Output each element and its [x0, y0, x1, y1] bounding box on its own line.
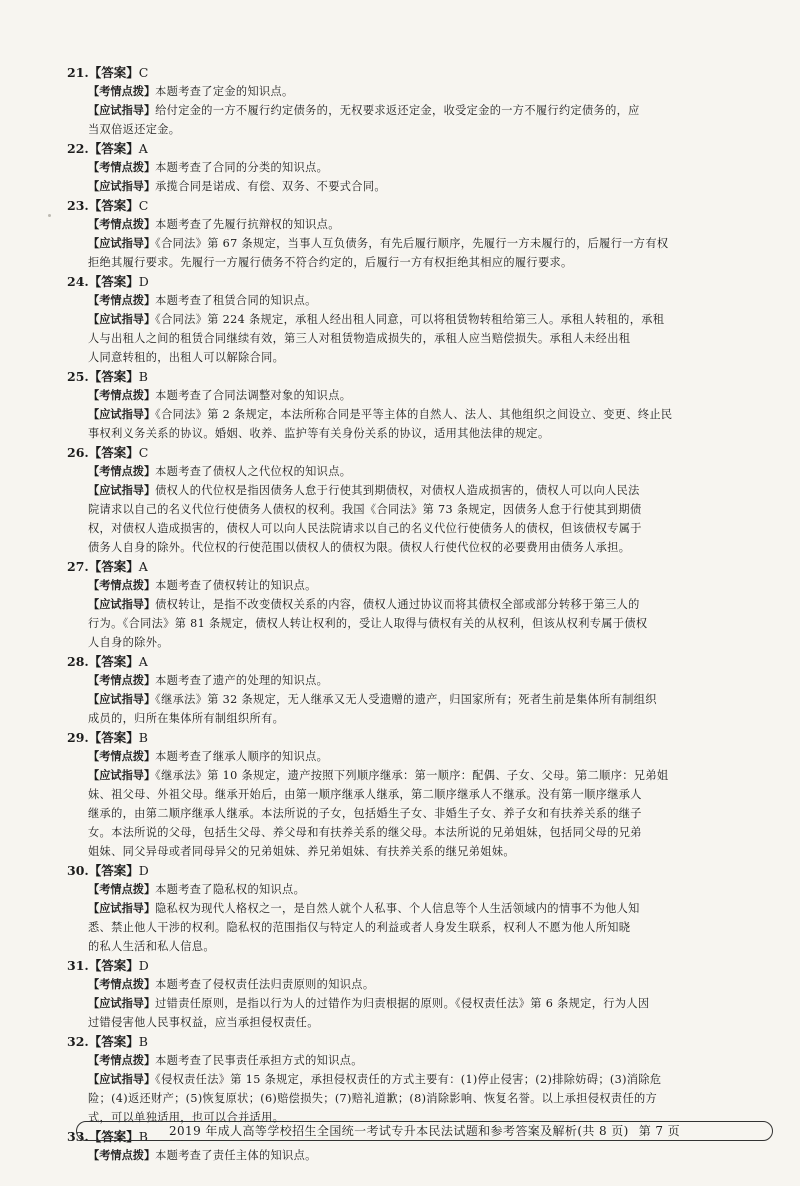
guide-line	[68, 994, 780, 1013]
guide-text-continued: 过错侵害他人民事权益，应当承担侵权责任。	[88, 1016, 319, 1029]
answer-label: 【答案】	[88, 369, 139, 384]
point-line	[68, 975, 780, 994]
guide-label: 【应试指导】	[88, 483, 156, 497]
point-text: 本题考查了合同法调整对象的知识点。	[155, 389, 352, 402]
guide-text-continued: 事权利义务关系的协议。婚姻、收养、监护等有关身份关系的协议，适用其他法律的规定。	[88, 427, 550, 440]
question-number: 22.	[67, 141, 89, 156]
guide-text-continued: 女。本法所说的父母，包括生父母、养父母和有扶养关系的继父母。本法所说的兄弟姐妹，包括同父母的兄弟	[88, 826, 642, 839]
point-line	[68, 671, 780, 690]
guide-line	[68, 310, 780, 329]
guide-text: 隐私权为现代人格权之一，是自然人就个人私事、个人信息等个人生活领域内的情事不为他人知	[155, 902, 640, 915]
answer-line	[67, 1032, 780, 1051]
guide-label: 【应试指导】	[88, 768, 156, 782]
point-text: 本题考查了租赁合同的知识点。	[155, 294, 317, 307]
point-label: 【考情点拨】	[88, 293, 156, 307]
point-text: 本题考查了民事责任承担方式的知识点。	[155, 1054, 363, 1067]
point-text: 本题考查了责任主体的知识点。	[155, 1149, 317, 1162]
answer-value: B	[138, 369, 148, 384]
guide-text-continued: 权，对债权人造成损害的，债权人可以向人民法院请求以自己的名义代位行使债务人的债权，但该债权专属于	[88, 522, 642, 535]
answer-label: 【答案】	[88, 1034, 139, 1049]
guide-label: 【应试指导】	[88, 692, 156, 706]
question-block	[68, 443, 780, 557]
guide-label: 【应试指导】	[88, 1072, 156, 1086]
answer-value: D	[138, 863, 149, 878]
answer-line	[67, 861, 780, 880]
point-text: 本题考查了侵权责任法归责原则的知识点。	[155, 978, 375, 991]
question-number: 27.	[67, 559, 89, 574]
point-label: 【考情点拨】	[88, 977, 156, 991]
guide-line	[68, 481, 780, 500]
point-line	[68, 576, 780, 595]
point-text: 本题考查了隐私权的知识点。	[155, 883, 306, 896]
answer-value: D	[138, 958, 149, 973]
question-block	[68, 728, 780, 861]
answer-value: A	[138, 559, 148, 574]
guide-text-continued: 人自身的除外。	[88, 636, 169, 649]
guide-text: 债权人的代位权是指因债务人怠于行使其到期债权，对债权人造成损害的，债权人可以向人民法	[155, 484, 640, 497]
point-line	[68, 158, 780, 177]
answer-line	[67, 652, 780, 671]
question-block	[68, 139, 780, 196]
point-label: 【考情点拨】	[88, 578, 156, 592]
point-text: 本题考查了合同的分类的知识点。	[155, 161, 329, 174]
guide-text-continued: 拒绝其履行要求。先履行一方履行债务不符合约定的，后履行一方有权拒绝其相应的履行要求。	[88, 256, 573, 269]
point-line	[68, 747, 780, 766]
footer-title: 2019 年成人高等学校招生全国统一考试专升本民法试题和参考答案及解析(共 8 页)	[168, 1124, 629, 1138]
question-number: 28.	[67, 654, 89, 669]
guide-text-continued: 当双倍返还定金。	[88, 123, 181, 136]
answer-value: A	[138, 141, 148, 156]
answer-line	[67, 367, 780, 386]
point-text: 本题考查了债权人之代位权的知识点。	[155, 465, 352, 478]
guide-text-continued: 行为。《合同法》第 81 条规定，债权人转让权利的，受让人取得与债权有关的从权利，但该从权利专属于债权	[88, 617, 648, 630]
guide-text: 《继承法》第 10 条规定，遗产按照下列顺序继承：第一顺序：配偶、子女、父母。第二顺序：兄弟姐	[155, 769, 669, 782]
question-number: 33.	[67, 1129, 89, 1144]
answer-value: A	[138, 654, 148, 669]
guide-text: 《合同法》第 224 条规定，承租人经出租人同意，可以将租赁物转租给第三人。承租人转租的，承租	[155, 313, 665, 326]
guide-text-continued: 的私人生活和私人信息。	[88, 940, 215, 953]
answer-value: C	[138, 198, 149, 213]
answer-label: 【答案】	[88, 559, 139, 574]
question-number: 29.	[67, 730, 89, 745]
point-label: 【考情点拨】	[88, 673, 156, 687]
point-line	[68, 215, 780, 234]
guide-label: 【应试指导】	[88, 312, 156, 326]
answer-value: B	[138, 730, 148, 745]
guide-label: 【应试指导】	[88, 236, 156, 250]
guide-label: 【应试指导】	[88, 597, 156, 611]
point-label: 【考情点拨】	[88, 388, 156, 402]
guide-line	[68, 899, 780, 918]
guide-text-continued: 院请求以自己的名义代位行使债务人债权的权利。我国《合同法》第 73 条规定，因债务人怠于行使其到期债	[88, 503, 642, 516]
answer-line	[67, 443, 780, 462]
guide-label: 【应试指导】	[88, 996, 156, 1010]
answer-label: 【答案】	[88, 445, 139, 460]
guide-label: 【应试指导】	[88, 407, 156, 421]
guide-text-continued: 人与出租人之间的租赁合同继续有效，第三人对租赁物造成损失的，承租人应当赔偿损失。承租人未经出租	[88, 332, 631, 345]
guide-text-continued: 债务人自身的除外。代位权的行使范围以债权人的债权为限。债权人行使代位权的必要费用由债务人承担。	[88, 541, 631, 554]
answer-label: 【答案】	[88, 141, 139, 156]
paper-speck	[48, 214, 51, 217]
guide-text-continued: 姐妹、同父异母或者同母异父的兄弟姐妹、养兄弟姐妹、有扶养关系的继兄弟姐妹。	[88, 845, 515, 858]
question-block	[68, 63, 780, 139]
answer-value: C	[138, 65, 149, 80]
answer-value: B	[138, 1034, 148, 1049]
page-footer	[76, 1121, 773, 1141]
question-number: 24.	[67, 274, 89, 289]
guide-text: 《侵权责任法》第 15 条规定，承担侵权责任的方式主要有：(1)停止侵害；(2)排除妨碍；(3)消除危	[155, 1073, 662, 1086]
guide-text: 债权转让，是指不改变债权关系的内容，债权人通过协议而将其债权全部或部分转移于第三人的	[155, 598, 640, 611]
point-label: 【考情点拨】	[88, 84, 156, 98]
point-label: 【考情点拨】	[88, 749, 156, 763]
answer-label: 【答案】	[88, 863, 139, 878]
guide-line	[68, 690, 780, 709]
guide-text-continued: 悉、禁止他人干涉的权利。隐私权的范围指仅与特定人的利益或者人身发生联系，权利人不愿为他人所知晓	[88, 921, 631, 934]
guide-text: 《合同法》第 67 条规定，当事人互负债务，有先后履行顺序，先履行一方未履行的，后履行一方有权	[155, 237, 669, 250]
answer-label: 【答案】	[88, 198, 139, 213]
question-number: 25.	[67, 369, 89, 384]
guide-text: 《合同法》第 2 条规定，本法所称合同是平等主体的自然人、法人、其他组织之间设立、变更、终止民	[155, 408, 673, 421]
question-number: 30.	[67, 863, 89, 878]
point-line	[68, 1146, 780, 1165]
guide-line	[68, 766, 780, 785]
guide-line	[68, 234, 780, 253]
point-label: 【考情点拨】	[88, 217, 156, 231]
point-text: 本题考查了先履行抗辩权的知识点。	[155, 218, 340, 231]
point-line	[68, 291, 780, 310]
answer-label: 【答案】	[88, 654, 139, 669]
answer-line	[67, 139, 780, 158]
answer-label: 【答案】	[88, 958, 139, 973]
answer-label: 【答案】	[88, 730, 139, 745]
answer-label: 【答案】	[88, 65, 139, 80]
question-number: 26.	[67, 445, 89, 460]
question-block	[68, 367, 780, 443]
question-block	[68, 272, 780, 367]
answer-value: D	[138, 274, 149, 289]
guide-text-continued: 继承的，由第二顺序继承人继承。本法所说的子女，包括婚生子女、非婚生子女、养子女和有扶养关系的继子	[88, 807, 642, 820]
answer-line	[67, 956, 780, 975]
guide-line	[68, 405, 780, 424]
guide-text: 承揽合同是诺成、有偿、双务、不要式合同。	[155, 180, 386, 193]
point-line	[68, 462, 780, 481]
answer-label: 【答案】	[88, 274, 139, 289]
question-block	[68, 861, 780, 956]
point-label: 【考情点拨】	[88, 882, 156, 896]
guide-text: 《继承法》第 32 条规定，无人继承又无人受遗赠的遗产，归国家所有；死者生前是集体所有制组织	[155, 693, 657, 706]
point-label: 【考情点拨】	[88, 1148, 156, 1162]
guide-label: 【应试指导】	[88, 901, 156, 915]
point-label: 【考情点拨】	[88, 160, 156, 174]
point-line	[68, 82, 780, 101]
question-block	[68, 652, 780, 728]
question-block	[68, 196, 780, 272]
footer-page-number: 第 7 页	[638, 1124, 681, 1138]
guide-text-continued: 妹、祖父母、外祖父母。继承开始后，由第一顺序继承人继承，第二顺序继承人不继承。没有第一顺序继承人	[88, 788, 642, 801]
guide-line	[68, 1070, 780, 1089]
answer-line	[67, 63, 780, 82]
question-number: 23.	[67, 198, 89, 213]
guide-text: 给付定金的一方不履行约定债务的，无权要求返还定金，收受定金的一方不履行约定债务的，应	[155, 104, 640, 117]
answer-line	[67, 728, 780, 747]
point-text: 本题考查了继承人顺序的知识点。	[155, 750, 329, 763]
guide-text-continued: 险；(4)返还财产；(5)恢复原状；(6)赔偿损失；(7)赔礼道歉；(8)消除影响、恢复名誉。以上承担侵权责任的方	[88, 1092, 658, 1105]
answer-line	[67, 196, 780, 215]
question-number: 21.	[67, 65, 89, 80]
guide-line	[68, 101, 780, 120]
point-text: 本题考查了遗产的处理的知识点。	[155, 674, 329, 687]
point-label: 【考情点拨】	[88, 1053, 156, 1067]
guide-line	[68, 595, 780, 614]
answer-value: B	[138, 1129, 148, 1144]
guide-text-continued: 式，可以单独适用，也可以合并适用。	[88, 1111, 285, 1124]
answer-key-body	[68, 63, 780, 1165]
guide-line	[68, 177, 780, 196]
guide-label: 【应试指导】	[88, 179, 156, 193]
point-line	[68, 386, 780, 405]
guide-label: 【应试指导】	[88, 103, 156, 117]
point-label: 【考情点拨】	[88, 464, 156, 478]
answer-label: 【答案】	[88, 1129, 139, 1144]
guide-text-continued: 人同意转租的，出租人可以解除合同。	[88, 351, 285, 364]
guide-text-continued: 成员的，归所在集体所有制组织所有。	[88, 712, 285, 725]
question-number: 32.	[67, 1034, 89, 1049]
guide-text: 过错责任原则，是指以行为人的过错作为归责根据的原则。《侵权责任法》第 6 条规定，行为人因	[155, 997, 650, 1010]
question-block	[68, 557, 780, 652]
question-block	[68, 956, 780, 1032]
answer-value: C	[138, 445, 149, 460]
point-text: 本题考查了定金的知识点。	[155, 85, 294, 98]
point-line	[68, 1051, 780, 1070]
answer-line	[67, 557, 780, 576]
question-block	[68, 1032, 780, 1127]
question-number: 31.	[67, 958, 89, 973]
answer-line	[67, 272, 780, 291]
point-line	[68, 880, 780, 899]
point-text: 本题考查了债权转让的知识点。	[155, 579, 317, 592]
